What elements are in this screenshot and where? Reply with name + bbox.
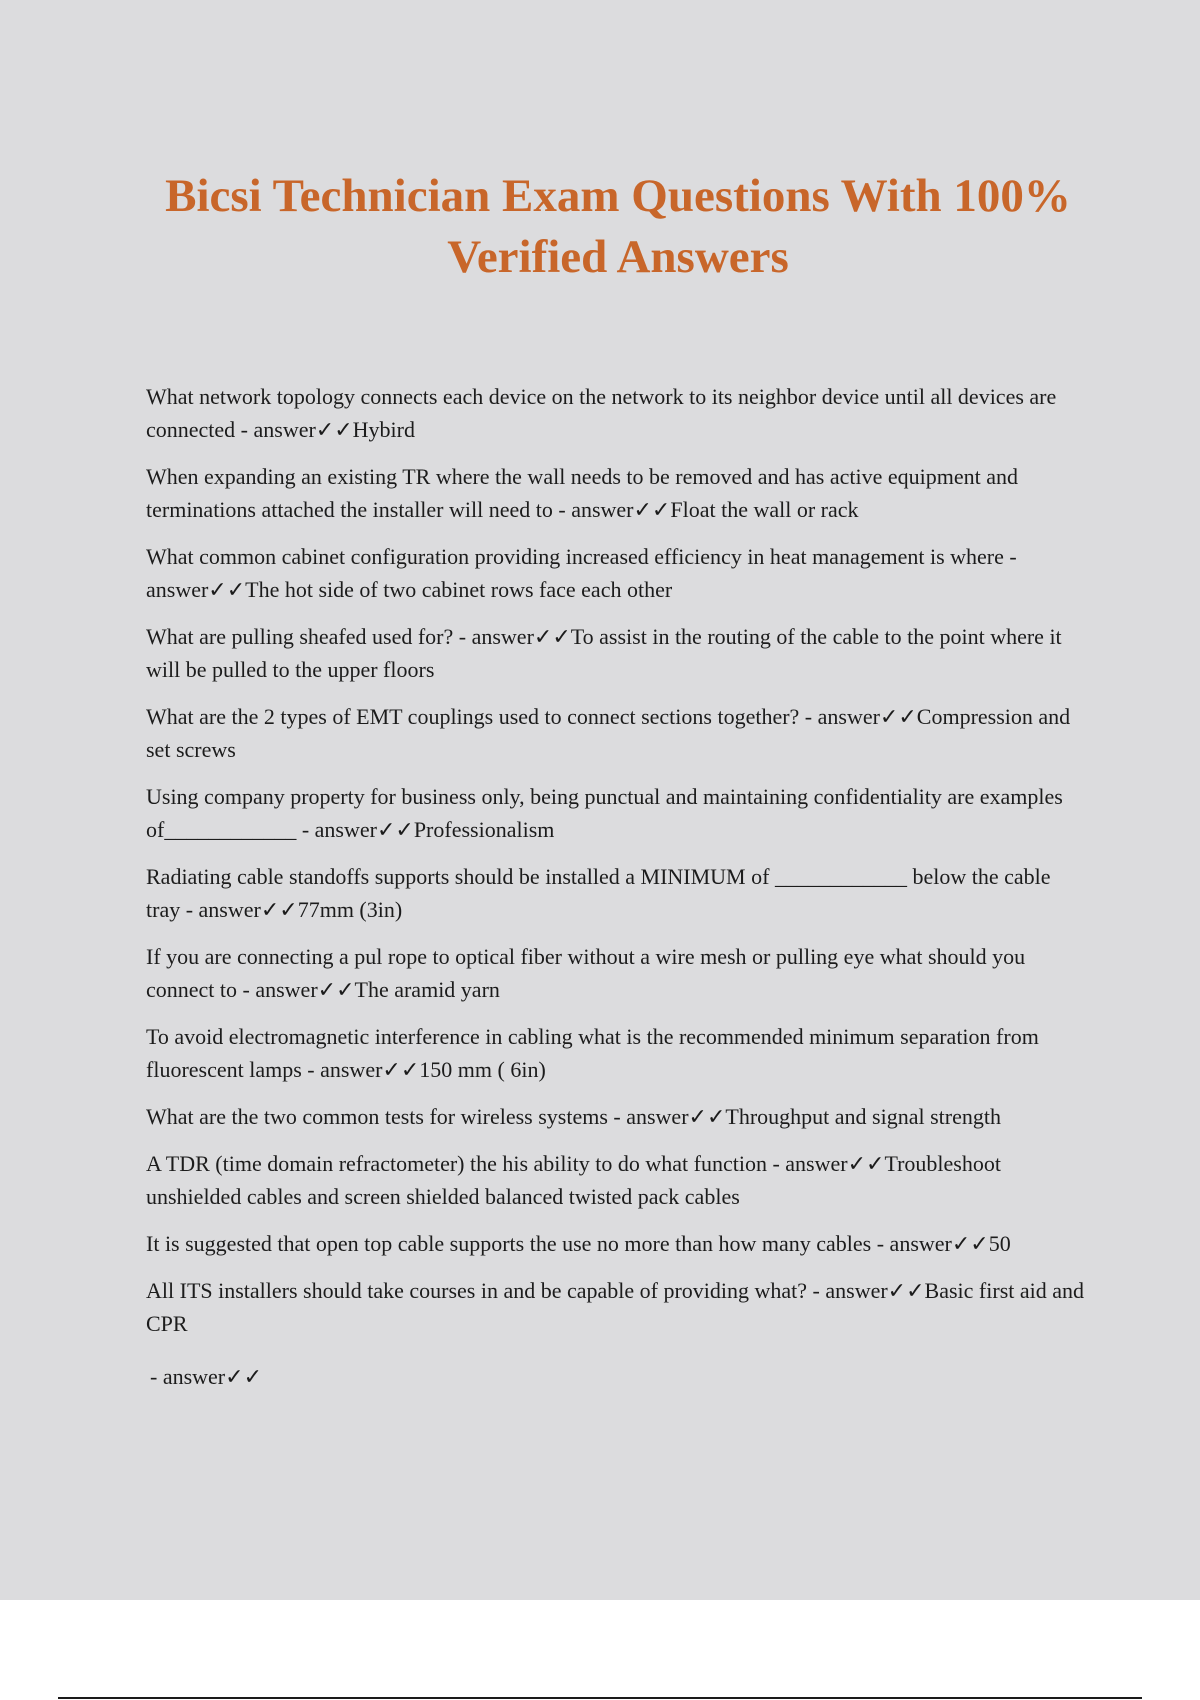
page-divider: [58, 1697, 1142, 1699]
qa-item: What common cabinet configuration providing increased efficiency in heat management is where - answer✓✓The hot side of two cabinet rows face each other: [146, 544, 1017, 602]
qa-item: A TDR (time domain refractometer) the his ability to do what function - answer✓✓Troubleshoot unshielded cables and screen shielded balanced twisted pack cables: [146, 1151, 1001, 1209]
qa-item: All ITS installers should take courses in and be capable of providing what? - answer✓✓Basic first aid and CPR: [146, 1278, 1085, 1336]
qa-item: What are the two common tests for wireless systems - answer✓✓Throughput and signal strength: [146, 1104, 1001, 1129]
qa-item: - answer✓✓: [150, 1364, 262, 1389]
qa-item: If you are connecting a pul rope to optical fiber without a wire mesh or pulling eye what should you connect to - answer✓✓The aramid yarn: [146, 944, 1026, 1002]
qa-item: To avoid electromagnetic interference in cabling what is the recommended minimum separation from fluorescent lamps - answer✓✓150 mm ( 6in): [146, 1024, 1039, 1082]
qa-item: What network topology connects each device on the network to its neighbor device until all devices are connected - answer✓✓Hybird: [146, 384, 1057, 442]
qa-item: When expanding an existing TR where the wall needs to be removed and has active equipment and terminations attached the installer will need to - answer✓✓Float the wall or rack: [146, 464, 1018, 522]
qa-item: Using company property for business only, being punctual and maintaining confidentiality are examples of____________ - answer✓✓Professionalism: [146, 784, 1063, 842]
question-answer-list: [146, 380, 1090, 1407]
qa-item: It is suggested that open top cable supports the use no more than how many cables - answer✓✓50: [146, 1231, 1011, 1256]
qa-item: What are the 2 types of EMT couplings used to connect sections together? - answer✓✓Compression and set screws: [146, 704, 1071, 762]
qa-item: Radiating cable standoffs supports should be installed a MINIMUM of ____________ below the cable tray - answer✓✓77mm (3in): [146, 864, 1051, 922]
qa-item: What are pulling sheafed used for? - answer✓✓To assist in the routing of the cable to the point where it will be pulled to the upper floors: [146, 624, 1062, 682]
document-title: Bicsi Technician Exam Questions With 100% Verified Answers: [165, 170, 1071, 283]
